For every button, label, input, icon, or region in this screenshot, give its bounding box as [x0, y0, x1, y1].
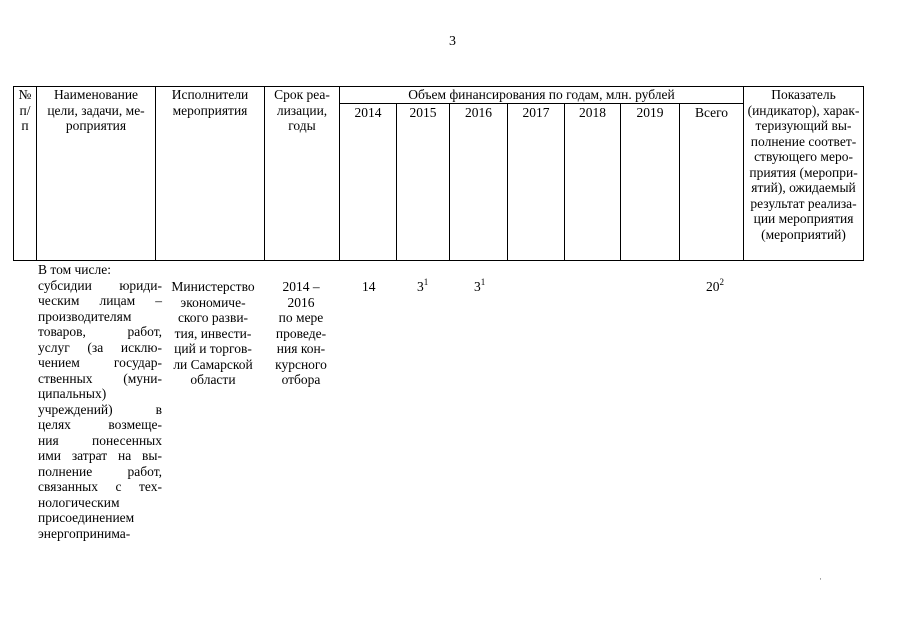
- value-2014: 14: [362, 279, 376, 294]
- header-indicator: Показатель (индикатор), харак-теризующий вы-полнение соответ-ствующего меро-приятия (меропри-ятий), ожидаемый результат реализа-ции мероприятия (мероприятий): [744, 87, 864, 261]
- value-total: $20^2$: [706, 277, 724, 294]
- row-term-line: отбора: [281, 372, 321, 387]
- value-2015: $3^1$: [417, 277, 429, 294]
- row-term: [265, 279, 337, 388]
- row-name-line: ими затрат на вы-: [38, 448, 162, 463]
- row-executor-line: экономиче-: [180, 294, 246, 310]
- header-year: 2015: [397, 103, 450, 260]
- financing-table: [13, 86, 864, 261]
- row-executor-line: Министерство: [171, 279, 255, 294]
- row-name-line: связанных с тех-: [38, 479, 162, 494]
- row-name-line: ственных (муни-: [38, 370, 162, 386]
- row-term-line: ния кон-: [276, 341, 326, 356]
- row-name-lines: [38, 278, 162, 542]
- row-name-cell: [38, 262, 162, 541]
- page-number: 3: [449, 34, 456, 49]
- stray-mark: ·: [819, 574, 822, 584]
- row-term-line: 2014 –: [282, 279, 320, 294]
- row-name-line: энергопринима-: [38, 525, 131, 541]
- header-year: 2017: [508, 103, 565, 260]
- header-year: 2018: [565, 103, 621, 260]
- row-executor-line: области: [190, 372, 236, 387]
- header-num: № п/п: [14, 87, 37, 261]
- row-name-line: товаров, работ,: [38, 324, 162, 339]
- header-term: Срок реа-лизации, годы: [265, 87, 340, 261]
- row-executor-line: ций и торгов-: [174, 341, 252, 356]
- row-executor-line: ли Самарской: [173, 356, 253, 372]
- row-name-line: субсидии юриди-: [38, 277, 162, 293]
- header-financing: Объем финансирования по годам, млн. рублей: [340, 87, 744, 104]
- row-term-line: курсного: [275, 356, 327, 372]
- header-total: Всего: [680, 103, 744, 260]
- row-name-line: целях возмеще-: [38, 417, 162, 432]
- row-executor-line: тия, инвести-: [174, 325, 252, 341]
- row-name-line: чением государ-: [38, 355, 162, 370]
- row-executors: [164, 279, 262, 388]
- value-2016: $3^1$: [474, 277, 486, 294]
- header-name: Наименование цели, задачи, ме-роприятия: [37, 87, 156, 261]
- row-name-line: производителям: [38, 308, 132, 324]
- row-name-line: ния понесенных: [38, 432, 162, 448]
- row-name-line: ципальных): [38, 386, 107, 401]
- row-name-line: ческим лицам –: [38, 293, 162, 308]
- row-lead: В том числе:: [38, 262, 111, 277]
- header-executors: Исполнители мероприятия: [156, 87, 265, 261]
- header-year: 2014: [340, 103, 397, 260]
- row-executor-line: ского разви-: [177, 310, 249, 325]
- row-name-line: услуг (за исклю-: [38, 339, 162, 355]
- row-term-line: проведе-: [275, 325, 327, 341]
- row-name-line: полнение работ,: [38, 463, 162, 479]
- header-year: 2016: [450, 103, 508, 260]
- row-term-line: 2016: [287, 294, 315, 310]
- row-term-line: по мере: [278, 310, 324, 325]
- row-name-line: присоединением: [38, 510, 135, 525]
- row-name-line: учреждений) в: [38, 401, 162, 417]
- header-year: 2019: [621, 103, 680, 260]
- row-name-line: нологическим: [38, 494, 120, 510]
